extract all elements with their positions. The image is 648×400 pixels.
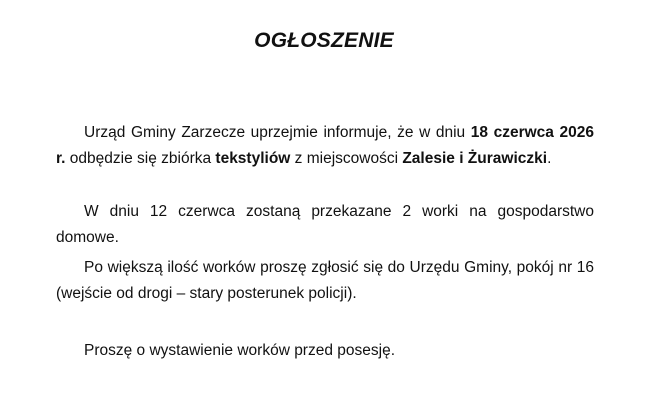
paragraph-bags-delivery: W dniu 12 czerwca zostaną przekazane 2 worki na gospodarstwo domowe.: [56, 203, 594, 246]
collection-type: tekstyliów: [215, 150, 291, 167]
paragraph-request: Proszę o wystawienie worków przed posesję.: [84, 342, 395, 359]
paragraph1-text-1: Urząd Gminy Zarzecze uprzejmie informuje, że w dniu: [84, 124, 471, 141]
paragraph1-text-3: z miejscowości: [290, 150, 403, 167]
collection-date: 18 czerwca 2026 r.: [56, 124, 595, 167]
paragraph1-text-4: .: [547, 150, 552, 167]
paragraph-collection-date: [56, 120, 594, 172]
collection-villages: Zalesie i Żurawiczki: [402, 150, 548, 167]
paragraph1-text-2: odbędzie się zbiórka: [65, 150, 216, 167]
paragraph-more-bags: Po większą ilość worków proszę zgłosić się do Urzędu Gminy, pokój nr 16 (wejście od drogi – stary posterunek policji).: [56, 259, 594, 302]
page-title: OGŁOSZENIE: [254, 29, 394, 52]
